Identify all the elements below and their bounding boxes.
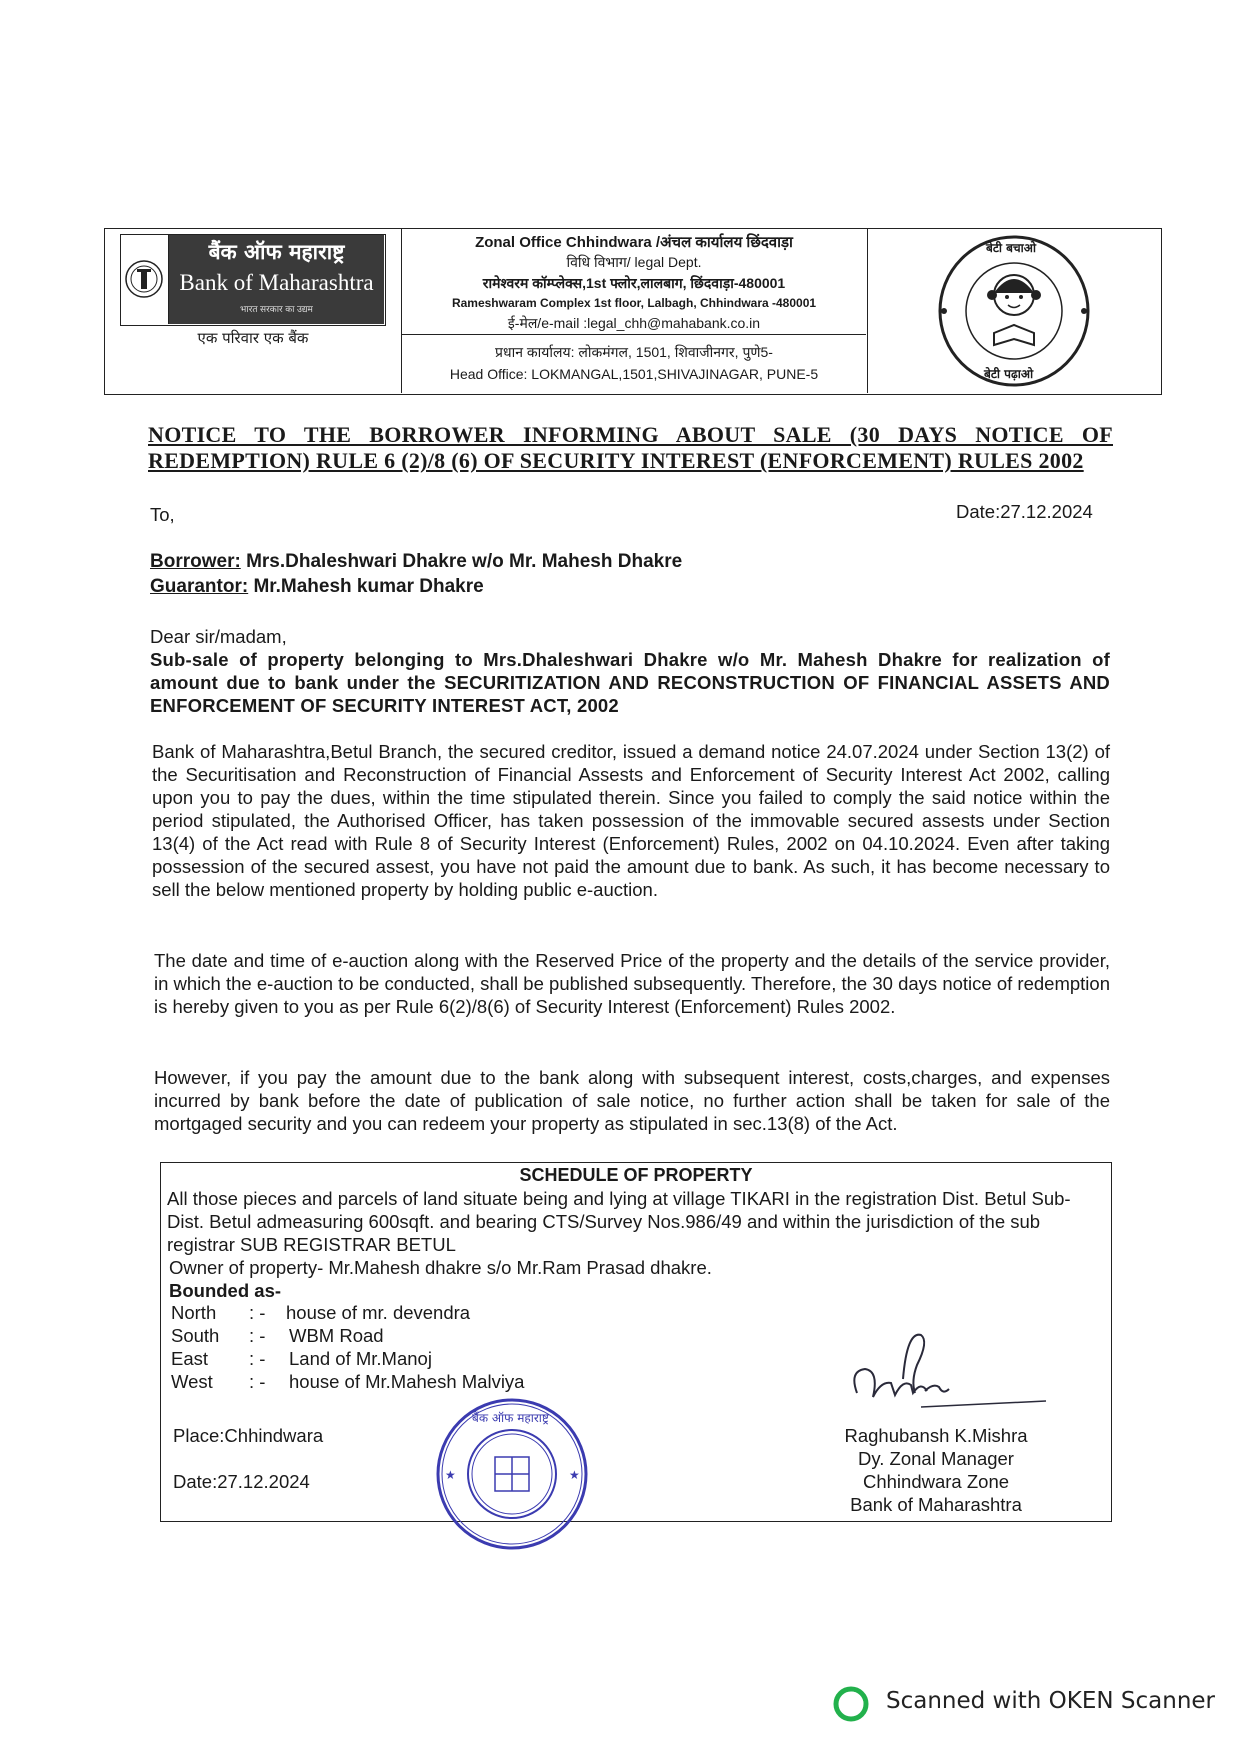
- letterhead-divider: [402, 334, 866, 335]
- boundary-separator: : -: [249, 1348, 266, 1369]
- address-hindi: रामेश्वरम कॉम्प्लेक्स,1st फ्लोर,लालबाग, छिंदवाड़ा-480001: [482, 275, 786, 291]
- notice-title-line2: REDEMPTION) RULE 6 (2)/8 (6) OF SECURITY INTEREST (ENFORCEMENT) RULES 2002: [148, 448, 1084, 473]
- boundary-direction: West: [171, 1371, 213, 1392]
- bank-tagline: एक परिवार एक बैंक: [197, 329, 309, 347]
- boundary-value: Land of Mr.Manoj: [289, 1348, 432, 1369]
- notice-title: [148, 422, 1113, 474]
- signatory-bank: Bank of Maharashtra: [850, 1494, 1022, 1515]
- boundary-value: house of mr. devendra: [286, 1302, 471, 1323]
- signatory-zone: Chhindwara Zone: [862, 1471, 1010, 1492]
- email-line: ई-मेल/e-mail :legal_chh@mahabank.co.in: [507, 315, 761, 331]
- bounded-label: Bounded as-: [169, 1280, 282, 1301]
- oken-scanner-logo-icon: [832, 1685, 870, 1723]
- boundary-value: WBM Road: [289, 1325, 384, 1346]
- head-office-english: Head Office: LOKMANGAL,1501,SHIVAJINAGAR, PUNE-5: [449, 366, 819, 382]
- boundary-direction: North: [171, 1302, 217, 1323]
- bank-logo: [120, 234, 386, 326]
- address-english: Rameshwaram Complex 1st floor, Lalbagh, Chhindwara -480001: [451, 296, 817, 310]
- notice-date: Date:27.12.2024: [956, 501, 1093, 522]
- boundary-separator: : -: [249, 1302, 266, 1323]
- boundaries-list: [161, 1301, 761, 1393]
- badge-top-text: बेटी बचाओ: [986, 241, 1037, 255]
- schedule-description: All those pieces and parcels of land situate being and lying at village TIKARI in the registration Dist. Betul Sub-Dist. Betul admeasuring 600sqft. and bearing CTS/Survey Nos.986/49 and within the jurisdiction of the sub registrar SUB REGISTRAR BETUL: [167, 1188, 1071, 1255]
- boundary-direction: South: [171, 1325, 220, 1346]
- svg-text:★: ★: [445, 1468, 456, 1482]
- paragraph-3: However, if you pay the amount due to the bank along with subsequent interest, costs,charges, and expenses incurred by bank before the date of publication of sale notice, no further action shall be taken for sale of the mortgaged security and you can redeem your property as stipulated in sec.13(8) of the Act.: [154, 1067, 1110, 1134]
- borrower-label: Borrower:: [150, 551, 241, 572]
- borrower-value: Mrs.Dhaleshwari Dhakre w/o Mr. Mahesh Dhakre: [240, 551, 683, 572]
- boundary-separator: : -: [249, 1371, 266, 1392]
- guarantor-line: [150, 576, 484, 598]
- boundary-value: house of Mr.Mahesh Malviya: [289, 1371, 525, 1392]
- signatory-designation: Dy. Zonal Manager: [858, 1448, 1014, 1469]
- scanner-watermark: Scanned with OKEN Scanner: [886, 1688, 1215, 1714]
- bank-brand-panel: [169, 235, 384, 324]
- signatory-block: [791, 1424, 1081, 1516]
- guarantor-value: Mr.Mahesh kumar Dhakre: [248, 576, 484, 597]
- salutation: Dear sir/madam,: [150, 626, 287, 647]
- boundary-row: [161, 1301, 761, 1324]
- bank-name-hindi: बैंक ऑफ महाराष्ट्र: [208, 239, 345, 264]
- boundary-row: [161, 1370, 761, 1393]
- notice-title-line1: NOTICE TO THE BORROWER INFORMING ABOUT SALE (30 DAYS NOTICE OF: [148, 422, 1113, 447]
- bank-subtag: भारत सरकार का उद्यम: [240, 304, 313, 314]
- property-owner: Owner of property- Mr.Mahesh dhakre s/o Mr.Ram Prasad dhakre.: [169, 1257, 712, 1278]
- badge-bottom-text: बेटी पढ़ाओ: [984, 367, 1034, 381]
- head-office-hindi: प्रधान कार्यालय: लोकमंगल, 1501, शिवाजीनगर, पुणे5-: [495, 344, 773, 360]
- subject: Sub-sale of property belonging to Mrs.Dhaleshwari Dhakre w/o Mr. Mahesh Dhakre for realization of amount due to bank under the SECURITIZATION AND RECONSTRUCTION OF FINANCIAL ASSETS AND ENFORCEMENT OF SECURITY INTEREST ACT, 2002: [150, 649, 1110, 716]
- letterhead-address-cell: [402, 229, 868, 393]
- boundary-row: [161, 1347, 761, 1370]
- schedule-of-property: [160, 1162, 1112, 1522]
- bank-name-english: Bank of Maharashtra: [179, 270, 374, 295]
- letterhead: [104, 228, 1162, 395]
- zonal-office-line: Zonal Office Chhindwara /अंचल कार्यालय छिंदवाड़ा: [475, 234, 793, 251]
- schedule-date: Date:27.12.2024: [173, 1471, 310, 1492]
- boundary-separator: : -: [249, 1325, 266, 1346]
- seal-text: बैंक ऑफ महाराष्ट्र: [472, 1411, 549, 1425]
- signature-image: [821, 1321, 1061, 1421]
- paragraph-2: The date and time of e-auction along with the Reserved Price of the property and the details of the service provider, in which the e-auction to be conducted, shall be published subsequently. Therefore, the 30 days notice of redemption is hereby given to you as per Rule 6(2)/8(6) of Security Interest (Enforcement) Rules 2002.: [154, 950, 1110, 1017]
- signatory-name: Raghubansh K.Mishra: [844, 1425, 1028, 1446]
- borrower-line: [150, 551, 682, 573]
- schedule-title: SCHEDULE OF PROPERTY: [519, 1165, 753, 1185]
- letterhead-logo-cell: [105, 229, 402, 393]
- boundary-row: [161, 1324, 761, 1347]
- guarantor-label: Guarantor:: [150, 576, 249, 597]
- paragraph-1: Bank of Maharashtra,Betul Branch, the secured creditor, issued a demand notice 24.07.2024 under Section 13(2) of the Securitisation and Reconstruction of Financial Assests and Enforcement of Security Interest Act 2002, calling upon you to pay the dues, within the time stipulated therein. Since you failed to comply the said notice within the period stipulated, the Authorised Officer, has taken possession of the immovable secured assests under Section 13(4) of the Act read with Rule 8 of Security Interest (Enforcement) Rules, 2002 on 04.10.2024. Even after taking possession of the secured assest, you have not paid the amount due to bank. As such, it has become necessary to sell the below mentioned property by holding public e-auction.: [152, 741, 1110, 900]
- to-line: To,: [150, 504, 175, 525]
- legal-dept-line: विधि विभाग/ legal Dept.: [566, 254, 702, 270]
- svg-text:★: ★: [569, 1468, 580, 1482]
- bank-emblem-icon: [121, 235, 169, 324]
- letterhead-badge-cell: [868, 229, 1160, 393]
- place-line: Place:Chhindwara: [173, 1425, 324, 1446]
- boundary-direction: East: [171, 1348, 209, 1369]
